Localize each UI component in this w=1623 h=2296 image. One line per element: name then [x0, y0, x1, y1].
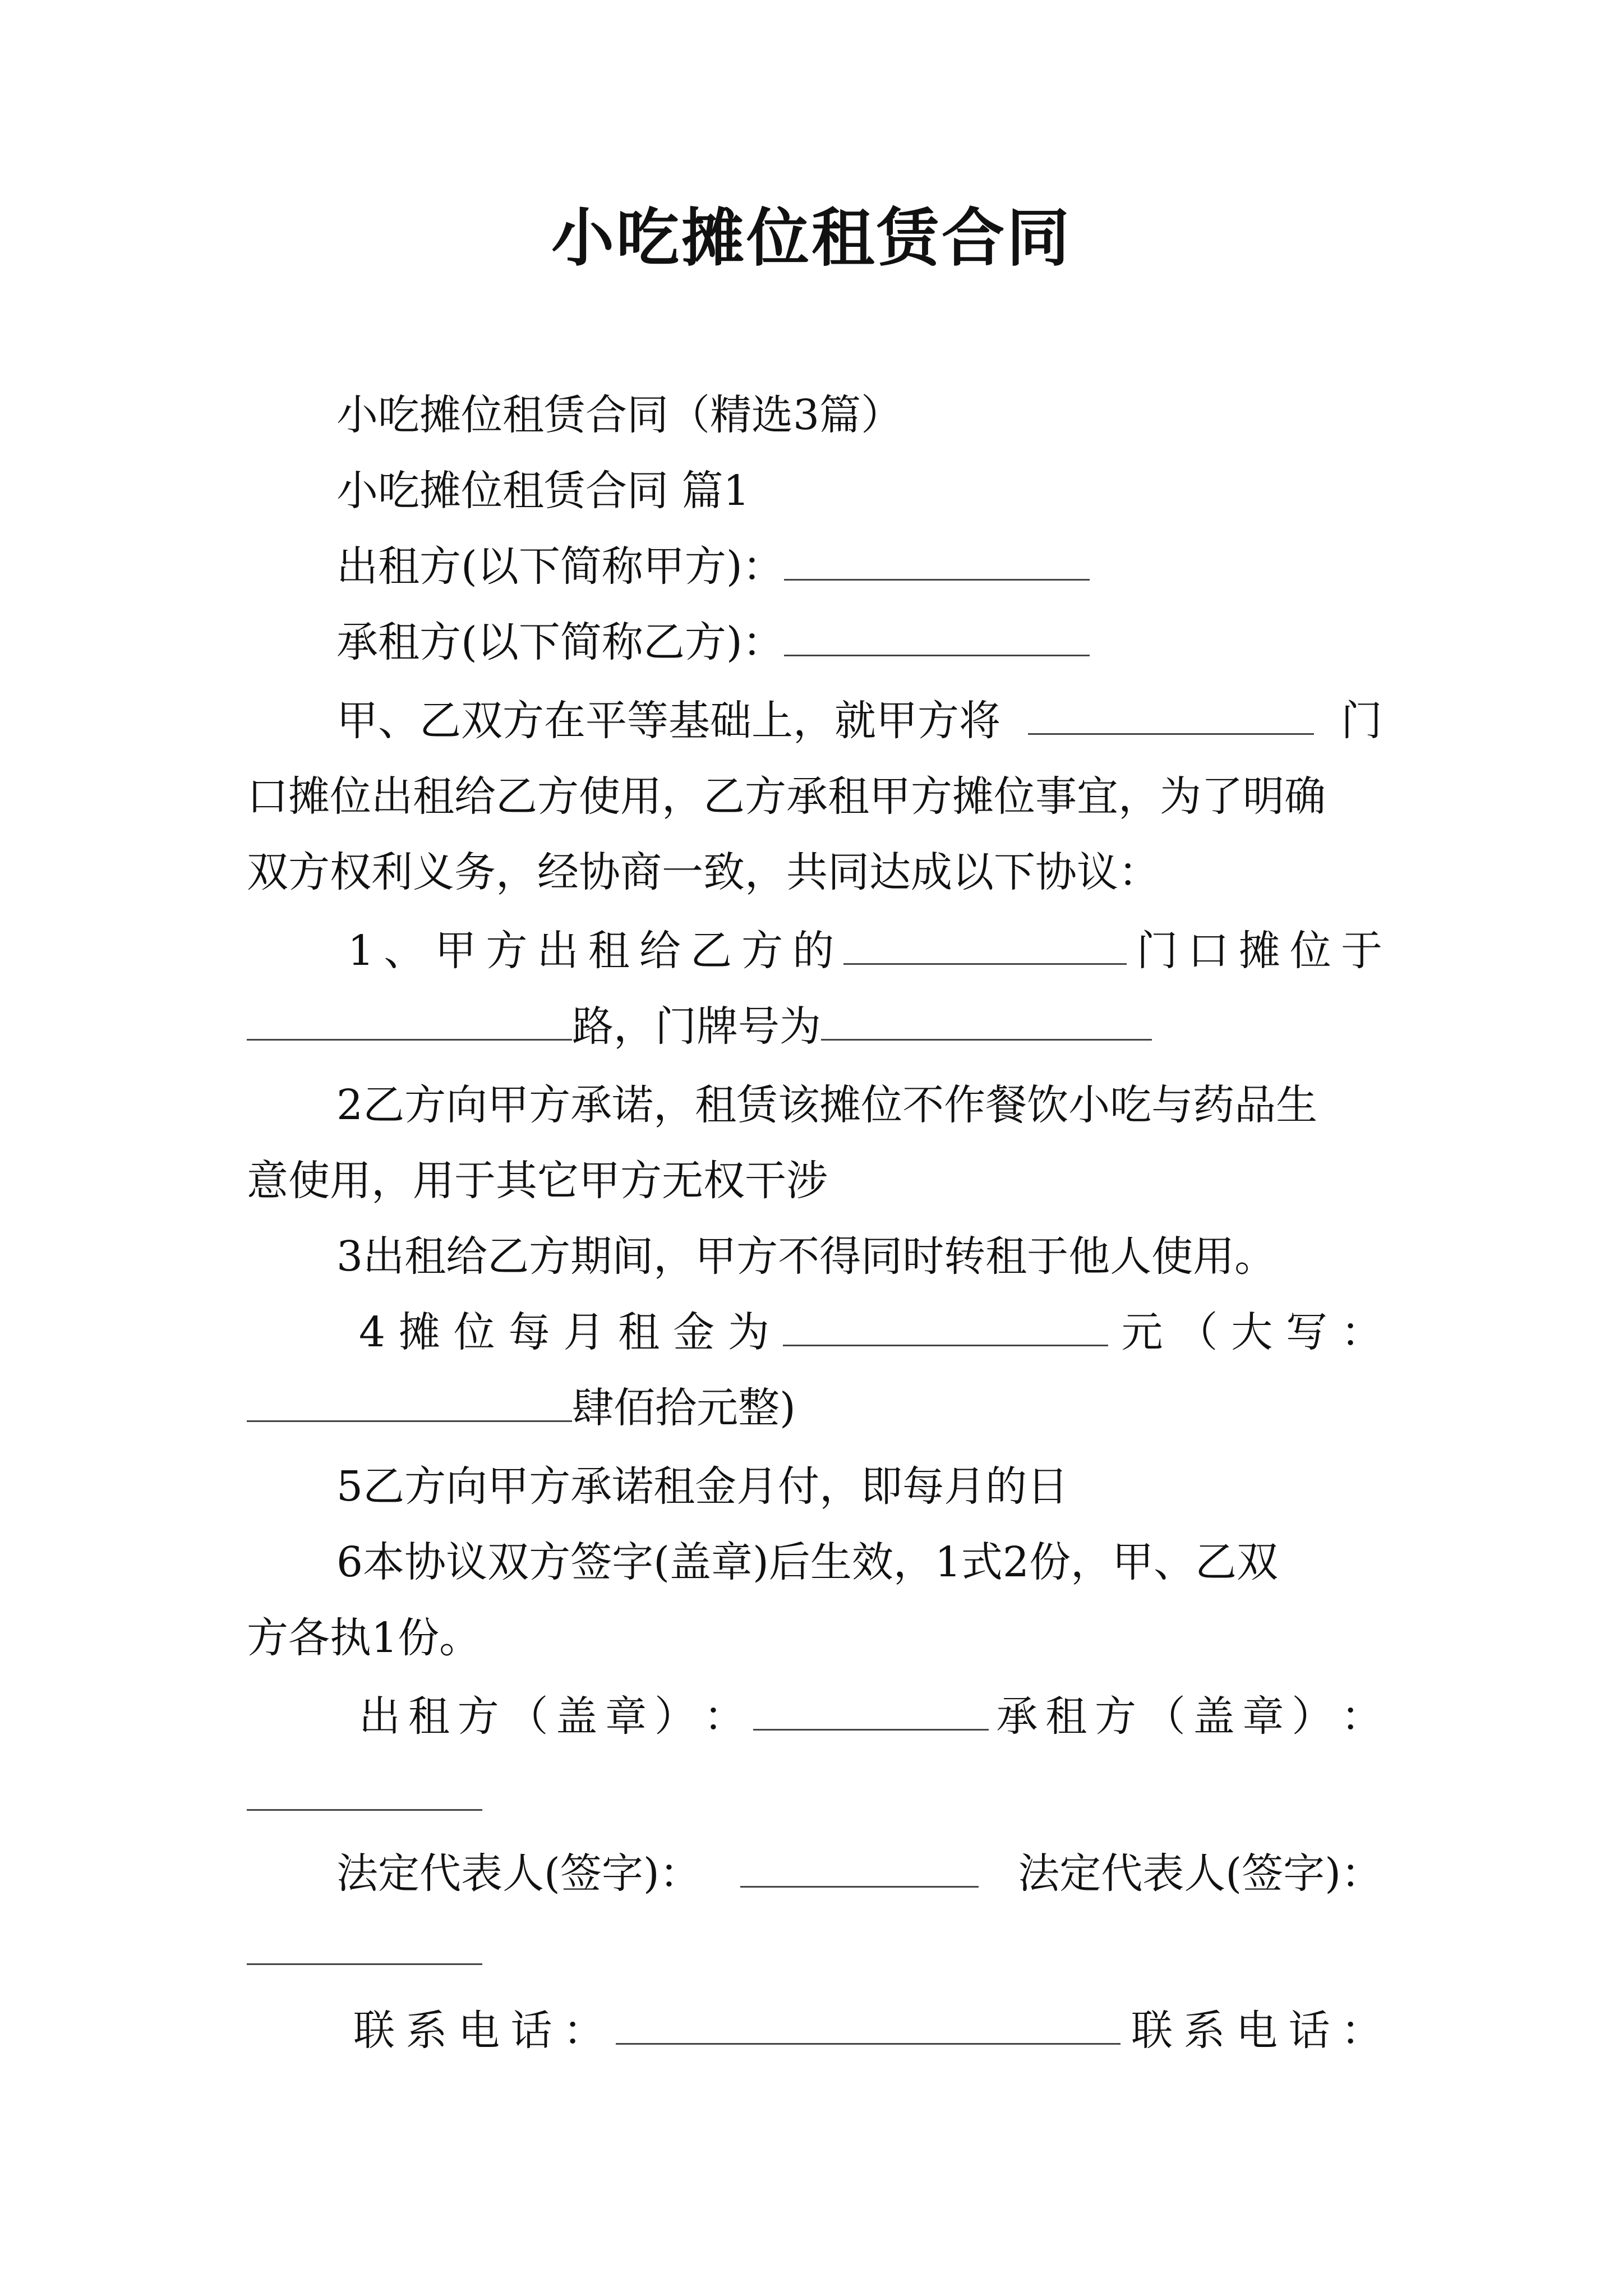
item1-char: 摊 [1238, 927, 1280, 975]
item4-char: 金 [673, 1308, 715, 1356]
item1-char: 门 [1136, 927, 1178, 975]
rent-amount-blank [783, 1305, 1108, 1346]
lessee-label: 承租方(以下简称乙方)： [336, 618, 784, 666]
item4-char: 写 [1286, 1308, 1328, 1356]
item1-char: 租 [588, 927, 630, 975]
road-blank [247, 1000, 572, 1041]
location-blank [1028, 694, 1314, 735]
sign-char: （ [506, 1692, 548, 1741]
sign-char: 章 [605, 1692, 647, 1741]
lessee-seal-blank [247, 1809, 482, 1811]
item5-line: 5乙方向甲方承诺租金月付，即每月的日 [336, 1462, 1069, 1511]
sign-line [359, 1688, 1382, 1745]
phone-char: ： [563, 2007, 605, 2055]
item4-char: 4 [359, 1308, 386, 1356]
lessor-seal-blank [753, 1690, 989, 1731]
phone-char: ： [1341, 2007, 1382, 2055]
phone-char: 联 [353, 2007, 395, 2055]
phone-char: 电 [1236, 2007, 1278, 2055]
item4-text-amount: 肆佰拾元整) [572, 1384, 796, 1432]
rent-words-blank [247, 1381, 572, 1422]
sign-char: 盖 [1193, 1692, 1235, 1741]
item2-line2: 意使用，用于其它甲方无权干涉 [247, 1157, 828, 1205]
item1-char: 方 [741, 927, 783, 975]
item4-char: 月 [563, 1308, 605, 1356]
sign-char: 方 [1094, 1692, 1136, 1741]
phone-char: 系 [1183, 2007, 1225, 2055]
para1-text-a: 甲、乙双方在平等基础上，就甲方将 [336, 697, 1000, 745]
phone-char: 电 [458, 2007, 500, 2055]
sign-char: ： [1341, 1692, 1382, 1741]
sign-char: 盖 [556, 1692, 598, 1741]
lessor-line [336, 539, 1090, 595]
item1-text-road: 路，门牌号为 [572, 1002, 821, 1051]
sign-char: 方 [457, 1692, 499, 1741]
item4-line1 [359, 1304, 1382, 1360]
item6-line1: 6本协议双方签字(盖章)后生效，1式2份，甲、乙双 [336, 1538, 1278, 1586]
item1-char: 出 [537, 927, 579, 975]
lessor-label: 出租方(以下简称甲方)： [336, 542, 784, 591]
item1-line1 [348, 923, 1382, 979]
item1-char: 乙 [690, 927, 732, 975]
sign-char: 租 [408, 1692, 450, 1741]
item4-char: 为 [727, 1308, 769, 1356]
phone-char: 系 [405, 2007, 448, 2055]
rep-line [336, 1846, 1382, 1902]
item4-char: （ [1176, 1308, 1218, 1356]
rep-lessor-label: 法定代表人(签字)： [336, 1849, 701, 1898]
phone-lessor-blank [616, 2004, 1121, 2045]
para1-line2: 口摊位出租给乙方使用，乙方承租甲方摊位事宜，为了明确 [247, 772, 1326, 821]
item4-char: 位 [453, 1308, 495, 1356]
para1-line3: 双方权利义务，经协商一致，共同达成以下协议： [247, 848, 1160, 896]
phone-char: 话 [1288, 2007, 1330, 2055]
item1-char: 、 [384, 927, 426, 975]
item4-char: ： [1340, 1308, 1382, 1356]
sign-char: 租 [1045, 1692, 1087, 1741]
rep-lessee-blank [247, 1963, 482, 1965]
rep-lessor-blank [740, 1847, 979, 1888]
rep-lessee-label: 法定代表人(签字)： [1018, 1849, 1382, 1898]
section-heading: 小吃摊位租赁合同 篇1 [336, 467, 750, 515]
item1-char: 1 [348, 927, 375, 975]
sign-char: 章 [1242, 1692, 1284, 1741]
item4-char: 租 [618, 1308, 660, 1356]
item1-char: 的 [792, 927, 834, 975]
sign-char: ） [654, 1692, 696, 1741]
sign-char: 承 [996, 1692, 1038, 1741]
para1-line1 [336, 693, 1382, 749]
item1-line2 [247, 999, 1152, 1055]
lessee-line [336, 614, 1090, 670]
item1-char: 口 [1187, 927, 1229, 975]
phone-line [353, 2003, 1382, 2059]
phone-char: 话 [510, 2007, 552, 2055]
lessee-name-blank [784, 615, 1090, 656]
stall-location-blank [843, 924, 1127, 965]
item1-char: 于 [1340, 927, 1382, 975]
item1-char: 甲 [435, 927, 477, 975]
phone-char: 联 [1131, 2007, 1173, 2055]
item1-char: 位 [1289, 927, 1331, 975]
house-number-blank [821, 1000, 1152, 1041]
item4-line2 [247, 1380, 796, 1436]
item1-char: 方 [486, 927, 528, 975]
intro-line: 小吃摊位租赁合同（精选3篇） [336, 391, 903, 439]
item4-char: 元 [1121, 1308, 1163, 1356]
item6-line2: 方各执1份。 [247, 1614, 481, 1662]
sign-char: ） [1292, 1692, 1334, 1741]
para1-text-b: 门 [1341, 697, 1382, 745]
item3-line: 3出租给乙方期间，甲方不得同时转租于他人使用。 [336, 1232, 1276, 1281]
item1-char: 给 [639, 927, 681, 975]
sign-char: 出 [359, 1692, 400, 1741]
item4-char: 每 [508, 1308, 550, 1356]
document-title: 小吃摊位租赁合同 [551, 201, 1072, 275]
lessor-name-blank [784, 540, 1090, 581]
item2-line1: 2乙方向甲方承诺，租赁该摊位不作餐饮小吃与药品生 [336, 1081, 1318, 1129]
item4-char: 摊 [398, 1308, 440, 1356]
sign-char: （ [1144, 1692, 1186, 1741]
sign-char: ： [703, 1692, 745, 1741]
item4-char: 大 [1231, 1308, 1273, 1356]
